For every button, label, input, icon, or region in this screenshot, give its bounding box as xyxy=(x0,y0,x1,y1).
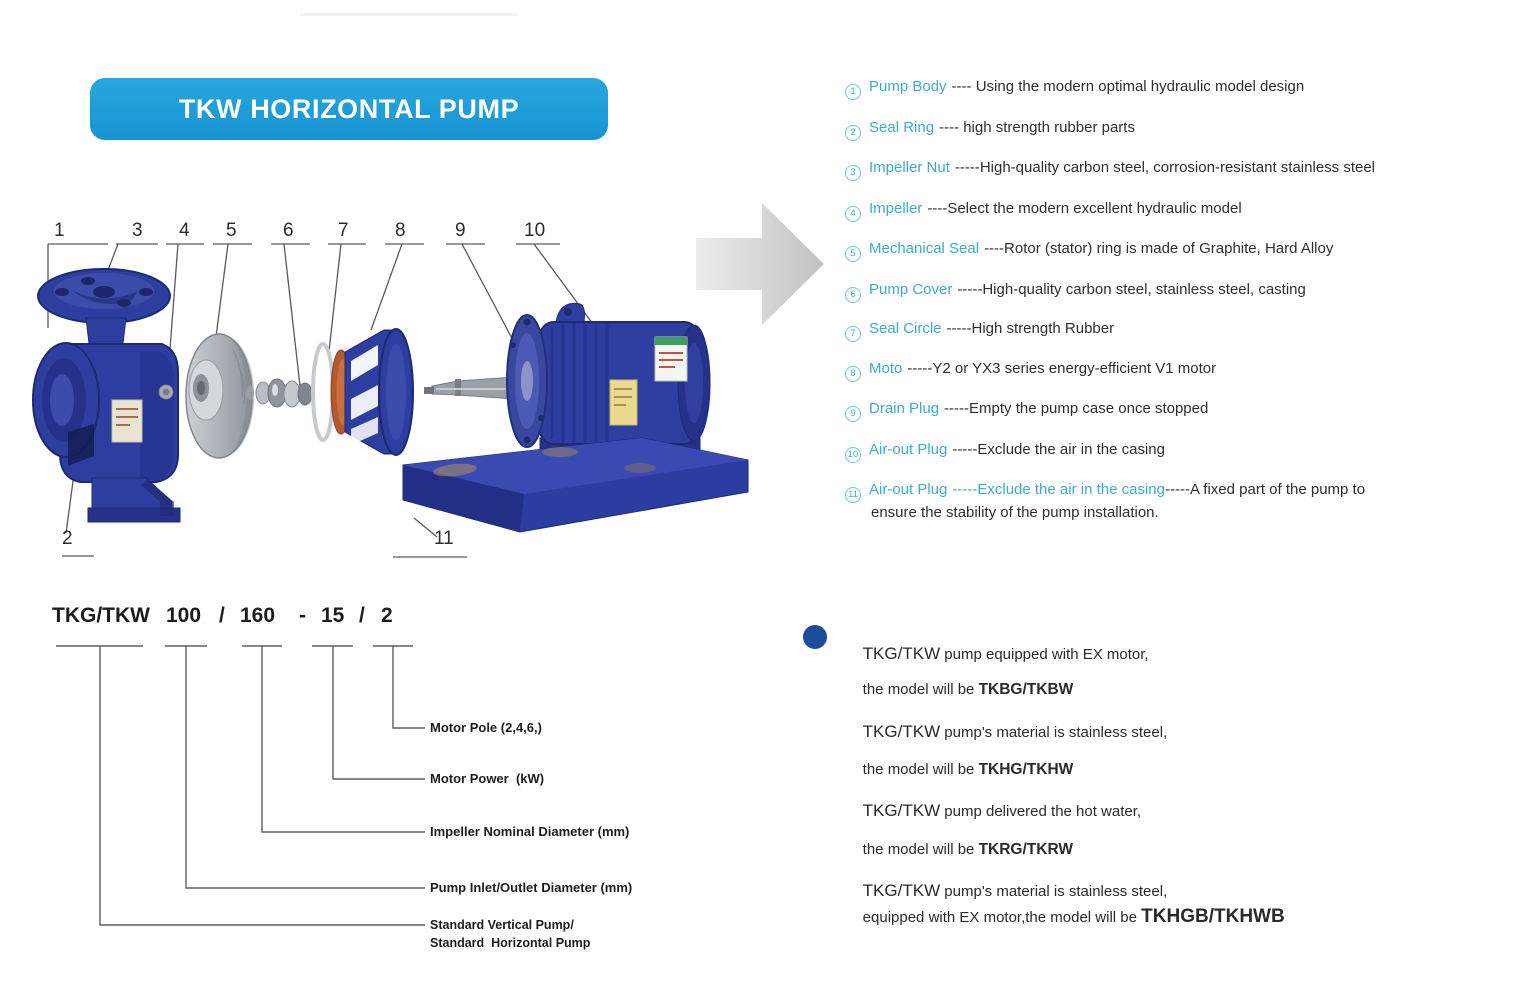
label-motor-power: Motor Power (kW) xyxy=(430,771,545,786)
label-standard-vertical: Standard Vertical Pump/ xyxy=(430,918,574,932)
mechanical-seal-art xyxy=(246,379,312,407)
callout-1: 1 xyxy=(54,220,65,241)
callout-6: 6 xyxy=(283,220,294,241)
label-motor-pole: Motor Pole (2,4,6,) xyxy=(430,720,542,735)
model-code-leader-lines xyxy=(56,646,425,925)
callout-10: 10 xyxy=(524,220,546,241)
bullet-icon xyxy=(803,625,827,649)
motor-art xyxy=(507,303,710,464)
page-title: TKW HORIZONTAL PUMP xyxy=(178,93,520,124)
model-code-impeller: 160 xyxy=(240,604,276,627)
circled-number-icon: 9 xyxy=(845,406,861,422)
label-standard-horizontal: Standard Horizontal Pump xyxy=(430,936,591,950)
seal-circle-art xyxy=(313,344,333,440)
parts-list-item-8: 8 Moto -----Y2 or YX3 series energy-efficient V1 motor xyxy=(845,359,1216,382)
impeller-art xyxy=(186,334,254,458)
callout-2: 2 xyxy=(62,528,73,549)
variant-line-2: the model will be TKBG/TKBW xyxy=(862,681,1074,698)
parts-list-item-11: 11 Air-out Plug -----Exclude the air in the casing-----A fixed part of the pump to ensure the stability of the pump installation. xyxy=(845,480,1365,523)
callout-4: 4 xyxy=(179,220,190,241)
callout-5: 5 xyxy=(226,220,237,241)
variant-line-5: TKG/TKW pump delivered the hot water, xyxy=(862,801,1142,820)
parts-list-item-9: 9 Drain Plug -----Empty the pump case once stopped xyxy=(845,399,1208,422)
model-code-slash-2: / xyxy=(359,604,365,627)
variant-line-8: equipped with EX motor,the model will be TKHGB/TKHWB xyxy=(862,906,1285,927)
model-code-series: TKG/TKW xyxy=(52,604,150,627)
parts-list-item-10: 10 Air-out Plug -----Exclude the air in the casing xyxy=(845,440,1165,463)
circled-number-icon: 6 xyxy=(845,287,861,303)
circled-number-icon: 7 xyxy=(845,326,861,342)
variant-line-7: TKG/TKW pump's material is stainless steel, xyxy=(862,881,1168,900)
circled-number-icon: 1 xyxy=(845,84,861,100)
circled-number-icon: 5 xyxy=(845,246,861,262)
circled-number-icon: 11 xyxy=(845,487,861,503)
model-code-dash: - xyxy=(299,604,306,627)
model-code-pole: 2 xyxy=(381,604,393,627)
model-code-power: 15 xyxy=(321,604,345,627)
label-impeller-diameter: Impeller Nominal Diameter (mm) xyxy=(430,824,630,839)
parts-list-item-11-line2: ensure the stability of the pump installation. xyxy=(871,504,1159,521)
parts-list-item-7: 7 Seal Circle -----High strength Rubber xyxy=(845,319,1114,342)
shaft-art xyxy=(424,377,515,399)
variant-line-1: TKG/TKW pump equipped with EX motor, xyxy=(862,644,1149,663)
model-code-slash-1: / xyxy=(219,604,225,627)
pump-cover-art xyxy=(331,329,413,455)
circled-number-icon: 3 xyxy=(845,165,861,181)
circled-number-icon: 2 xyxy=(845,125,861,141)
variant-line-6: the model will be TKRG/TKRW xyxy=(862,841,1074,858)
title-banner xyxy=(90,78,608,140)
variant-line-4: the model will be TKHG/TKHW xyxy=(862,761,1074,778)
parts-list-item-2: 2 Seal Ring ---- high strength rubber parts xyxy=(845,118,1135,141)
parts-list-item-3: 3 Impeller Nut -----High-quality carbon steel, corrosion-resistant stainless steel xyxy=(845,158,1375,181)
base-plate-art xyxy=(403,438,748,532)
callout-11: 11 xyxy=(434,528,454,549)
parts-list-item-1: 1 Pump Body ---- Using the modern optimal hydraulic model design xyxy=(845,77,1304,100)
callout-8: 8 xyxy=(395,220,406,241)
parts-list-item-5: 5 Mechanical Seal ----Rotor (stator) ring is made of Graphite, Hard Alloy xyxy=(845,239,1333,262)
impeller-nut-art xyxy=(159,385,173,399)
parts-list-item-4: 4 Impeller ----Select the modern excellent hydraulic model xyxy=(845,199,1242,222)
circled-number-icon: 10 xyxy=(845,447,861,463)
variant-line-3: TKG/TKW pump's material is stainless steel, xyxy=(862,722,1168,741)
circled-number-icon: 8 xyxy=(845,366,861,382)
parts-list-item-6: 6 Pump Cover -----High-quality carbon steel, stainless steel, casting xyxy=(845,280,1306,303)
circled-number-icon: 4 xyxy=(845,206,861,222)
label-pump-diameter: Pump Inlet/Outlet Diameter (mm) xyxy=(430,880,633,895)
callout-7: 7 xyxy=(338,220,349,241)
model-code-inlet: 100 xyxy=(166,604,202,627)
callout-9: 9 xyxy=(455,220,466,241)
right-arrow-icon xyxy=(696,203,824,325)
pump-body-art xyxy=(33,269,180,522)
callout-3: 3 xyxy=(132,220,143,241)
